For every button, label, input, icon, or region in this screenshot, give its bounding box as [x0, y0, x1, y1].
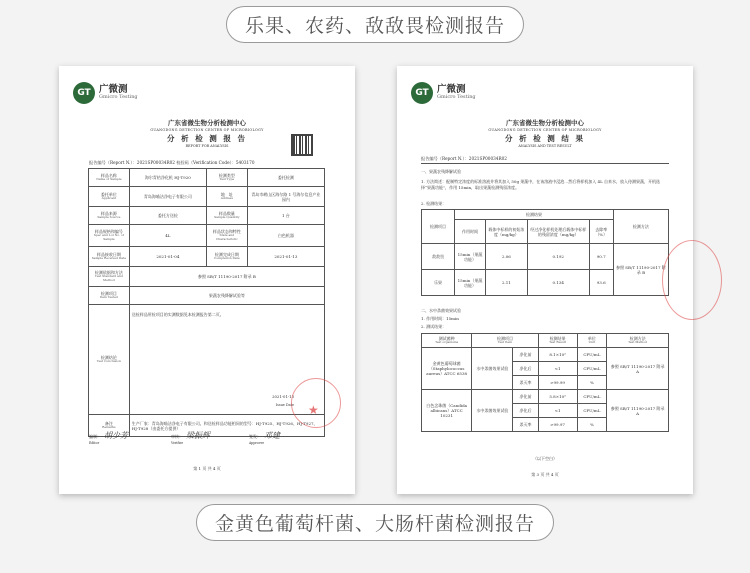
logo — [411, 82, 476, 104]
header: 检测项目 — [422, 210, 455, 244]
header: 检测项目 — [496, 336, 513, 342]
value: 1 台 — [247, 207, 324, 225]
cell: 参照 SB/T 11190-2017 附录 B — [613, 244, 668, 296]
cell: 参照 SB/T 11190-2017 附录 A — [607, 390, 669, 432]
label-en: Address — [220, 196, 233, 201]
cell: 参照 SB/T 11190-2017 附录 A — [607, 348, 669, 390]
label-en: State and Characteristic — [216, 233, 238, 241]
cell: >99.97 — [538, 418, 577, 432]
header-en: Test Result — [549, 340, 567, 345]
header-en: Test organisms — [435, 340, 459, 345]
label: 检测类型 — [218, 173, 235, 179]
cell: 水中杀菌效果试验 — [472, 390, 513, 432]
cell: <1 — [538, 362, 577, 376]
value: 白色机器 — [247, 225, 324, 247]
top-banner: 乐果、农药、敌敌畏检测报告 — [226, 6, 524, 43]
cell: 5.8×10⁵ — [538, 390, 577, 404]
center-name: 广东省微生物分析检测中心 — [506, 119, 584, 127]
label-en: Spec and Lot No. of Sample — [93, 233, 124, 241]
seal-star-icon: ★ — [308, 403, 319, 417]
value: 参照 SB/T 11190-2017 附录 B — [129, 267, 324, 287]
approver-en: Approver — [249, 441, 265, 445]
cell: 93.6 — [589, 270, 613, 296]
bottom-banner: 金黄色葡萄杆菌、大肠杆菌检测报告 — [196, 504, 554, 541]
label: 备注 — [104, 421, 113, 427]
header-en: Test Item — [497, 340, 513, 345]
value: 委托检测 — [247, 169, 324, 187]
result-1-label: 2. 检测结果： — [421, 201, 447, 206]
cell: % — [577, 418, 607, 432]
editor-label: 编制： — [89, 434, 101, 439]
doc-title: 分 析 检 测 报 告 — [166, 134, 248, 143]
cell: CFU/mL — [577, 348, 607, 362]
report-number: 报告编号（Report N.）：2021SP00034R02 校验码（Verification Code）：5403170 — [89, 160, 255, 165]
cell: 水中杀菌效果试验 — [472, 348, 513, 390]
cell: CFU/mL — [577, 390, 607, 404]
cell: 白色念珠菌（Candida albicans）ATCC 10231 — [422, 390, 472, 432]
logo-en: Gmicro Testing — [99, 94, 138, 101]
header: 检测结果 — [549, 336, 566, 342]
editor-en: Editor — [89, 441, 100, 445]
cell: >99.99 — [538, 376, 577, 390]
verifier-en: Verifier — [171, 441, 183, 445]
label-en: Sample Quantity — [214, 215, 240, 220]
label: 样品接收日期 — [96, 252, 121, 258]
verifier-label: 审核： — [171, 434, 183, 439]
header: 单位 — [587, 336, 596, 342]
report-page-left — [59, 66, 355, 494]
header: 检测方法 — [629, 336, 646, 342]
approver-signature — [249, 430, 280, 445]
cell: 90.7 — [589, 244, 613, 270]
editor-sig: 胡少芳 — [104, 431, 128, 440]
section-1-title: 一、果蔬农残降解试验 — [421, 169, 461, 174]
cell: 净化后 — [513, 404, 538, 418]
label-en: Sample Source — [97, 215, 121, 220]
cell: 0.192 — [527, 244, 589, 270]
value: 2021-01-13 — [247, 247, 324, 267]
report-page-right — [397, 66, 693, 494]
cell: <1 — [538, 404, 577, 418]
header: 经过净化样机处理后载体中标样的残留浓度（mg/kg） — [527, 220, 589, 244]
cell: 净化前 — [513, 390, 538, 404]
header-en: Test Method — [628, 340, 648, 345]
cell: 金黄色葡萄球菌（Staphylococcus aureus）ATCC 6538 — [422, 348, 472, 390]
cell: 杀灭率 — [513, 376, 538, 390]
label-en: Item Tested — [99, 295, 118, 300]
header: 作用时间 — [455, 220, 486, 244]
label: 样品来源 — [100, 211, 117, 217]
label-en: Test Standard and Method — [94, 274, 123, 282]
header: 检测方法 — [613, 210, 668, 244]
header-en: Unit — [588, 340, 596, 345]
logo-badge-icon: GT — [411, 82, 433, 104]
cell: 8.1×10⁵ — [538, 348, 577, 362]
seal-label: Issue Date — [275, 402, 294, 407]
label-en: Name of Sample — [96, 177, 122, 182]
value: 委托方送检 — [129, 207, 206, 225]
qr-code-icon — [291, 134, 313, 156]
label: 样品数量 — [218, 211, 235, 217]
seal-date: 2021-01-13 — [272, 394, 294, 400]
value: 海尔青桔净化机 HJ-T920 — [129, 169, 206, 187]
label: 检测结论 — [100, 355, 117, 361]
value: 果蔬农残降解试验等 — [129, 287, 324, 305]
verifier-sig: 梁振辉 — [186, 431, 210, 440]
cell: 净化后 — [513, 362, 538, 376]
approver-sig: 邓建 — [264, 431, 280, 440]
label-en: Test Type — [219, 177, 235, 182]
header: 去除率（%） — [589, 220, 613, 244]
doc-title-en: REPORT FOR ANALYSIS — [185, 144, 229, 148]
cell: 净化前 — [513, 348, 538, 362]
header-group: 检测结果 — [455, 210, 614, 220]
info-table — [88, 168, 325, 437]
cell: 乐果 — [422, 270, 455, 296]
label-en: Test Conclusion — [96, 359, 121, 364]
remarks-value: 生产厂家：青岛海喵洁净电子有限公司。和送检样品功能相同的型号：HJ-T925、HJ-T926、HJ-T927、HJ-T928（由委托方提供） — [129, 415, 324, 437]
cell: CFU/mL — [577, 404, 607, 418]
value: 2021-01-04 — [129, 247, 206, 267]
section-2-title: 二、水中杀菌效果试验 — [421, 308, 461, 313]
cell: CFU/mL — [577, 362, 607, 376]
label-en: Remarks — [102, 425, 116, 430]
label: 样品名称 — [100, 173, 117, 179]
conclusion-text: 送检样品所检项目的实测数据见本检测报告第二页。 — [131, 312, 224, 317]
cell: 2.06 — [485, 244, 527, 270]
verifier-signature — [171, 430, 210, 445]
label-en: Sample Received Date — [91, 256, 126, 261]
label: 委托单位 — [100, 192, 117, 198]
cell: % — [577, 376, 607, 390]
page-number: 第 3 页 共 4 页 — [531, 472, 559, 477]
logo-en: Gmicro Testing — [437, 94, 476, 101]
editor-signature — [89, 430, 128, 445]
label: 样品状态和特性 — [212, 229, 241, 235]
label: 地 址 — [220, 192, 233, 198]
value: 4L — [129, 225, 206, 247]
cell: 杀灭率 — [513, 418, 538, 432]
logo-badge-icon: GT — [73, 82, 95, 104]
value: 青岛市崂山区海尔路 1 号海尔信息产业园内 — [247, 187, 324, 207]
cell: 2.11 — [485, 270, 527, 296]
logo — [73, 82, 138, 104]
label: 检测依据和方法 — [94, 270, 123, 276]
label: 检测完成日期 — [214, 252, 239, 258]
logo-cn: 广微测 — [99, 84, 128, 96]
doc-title: 分 析 检 测 结 果 — [504, 134, 586, 143]
label: 检测项目 — [100, 291, 117, 297]
cell: 15min（果蔬功能） — [455, 270, 486, 296]
divider — [421, 163, 669, 164]
center-name-en: GUANGDONG DETECTION CENTER OF MICROBIOLOGY — [150, 128, 264, 132]
side-seal-icon — [662, 240, 722, 320]
result-2-label: 2. 测试结果： — [421, 324, 447, 329]
center-name-en: GUANGDONG DETECTION CENTER OF MICROBIOLOGY — [488, 128, 602, 132]
time-2: 1. 作用时间：15min — [421, 316, 459, 321]
cell: 15min（果蔬功能） — [455, 244, 486, 270]
cell: 0.134 — [527, 270, 589, 296]
center-name: 广东省微生物分析检测中心 — [168, 119, 246, 127]
pesticide-table — [421, 209, 669, 296]
cell: 敌敌畏 — [422, 244, 455, 270]
label-en: Completion Date — [214, 256, 240, 261]
label-en: Applicant — [101, 196, 117, 201]
label: 样品规格和编号 — [94, 229, 123, 235]
value: 青岛海喵洁净电子有限公司 — [129, 187, 206, 207]
doc-title-en: ANALYSIS AND TEST RESULT — [518, 144, 572, 148]
approver-label: 签发： — [249, 434, 261, 439]
report-number: 报告编号（Report N.）：2021SP00034R02 — [421, 156, 507, 161]
header: 测试菌种 — [438, 336, 455, 342]
bacteria-table — [421, 333, 669, 432]
page-number: 第 1 页 共 4 页 — [193, 466, 221, 471]
logo-cn: 广微测 — [437, 84, 466, 96]
end-note: （以下空白） — [533, 456, 557, 461]
method-description: 1. 方法简述：配制特定浓度的标准溶液并将其加入 50g 果蔬中，在该溶液中浸泡…然后将样机加入 4L 自来水，放入待测果蔬，开机选择“果蔬功能”，作用 15min，取出果蔬检测残留浓度。 — [421, 179, 661, 190]
header: 载体中标样的初始浓度（mg/kg） — [485, 220, 527, 244]
